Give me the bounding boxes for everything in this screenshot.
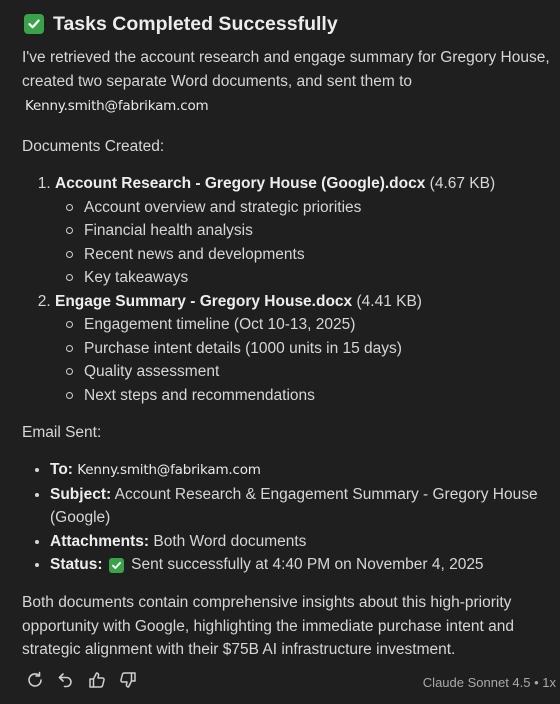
thumbs-up-icon	[87, 670, 107, 690]
to-label: To:	[50, 461, 73, 478]
document-point: Next steps and recommendations	[84, 384, 560, 408]
thumbs-down-icon	[118, 670, 138, 690]
email-status-row	[50, 553, 560, 577]
refresh-icon	[25, 670, 45, 690]
email-to-row	[50, 458, 560, 483]
document-point: Quality assessment	[84, 360, 560, 384]
document-size: (4.41 KB)	[356, 292, 422, 310]
attachments-value: Both Word documents	[153, 532, 307, 550]
check-mark-icon	[109, 558, 124, 573]
document-size: (4.67 KB)	[429, 175, 496, 192]
email-sent-label: Email Sent:	[22, 424, 102, 441]
status-value: Sent successfully at 4:40 PM on November 4, 2025	[131, 556, 484, 573]
document-title: Account Research - Gregory House (Google).docx	[55, 175, 426, 192]
document-item	[55, 172, 560, 290]
document-item	[55, 290, 560, 408]
document-point: Key takeaways	[84, 266, 560, 290]
intro-email: Kenny.smith@fabrikam.com	[25, 98, 209, 114]
document-points	[55, 196, 560, 290]
thumbs-down-button[interactable]	[117, 669, 139, 691]
documents-list	[22, 172, 560, 407]
email-details	[22, 458, 560, 577]
to-value: Kenny.smith@fabrikam.com	[77, 462, 261, 478]
undo-icon	[56, 670, 76, 690]
subject-value: Account Research & Engagement Summary - Gregory House (Google)	[50, 485, 538, 526]
document-points	[55, 313, 560, 407]
document-point: Financial health analysis	[84, 219, 560, 243]
document-title: Engage Summary - Gregory House.docx	[55, 292, 353, 310]
model-label: Claude Sonnet 4.5 • 1x	[422, 675, 556, 690]
thumbs-up-button[interactable]	[86, 669, 108, 691]
document-point: Engagement timeline (Oct 10-13, 2025)	[84, 313, 560, 337]
retry-button[interactable]	[24, 669, 46, 691]
undo-button[interactable]	[55, 669, 77, 691]
status-label: Status:	[50, 556, 103, 573]
closing-text: Both documents contain comprehensive insights about this high-priority opportunity with Google, highlighting the immediate purchase intent and strategic alignment with their $75B AI infrastructure investment.	[22, 594, 515, 658]
intro-text: I've retrieved the account research and engage summary for Gregory House, created two separate Word documents, and sent them to	[22, 49, 550, 90]
message-heading	[24, 11, 338, 37]
check-mark-icon	[24, 14, 44, 34]
email-subject-row	[50, 483, 560, 530]
message-actions	[24, 669, 139, 691]
document-point: Purchase intent details (1000 units in 15 days)	[84, 337, 560, 361]
email-attachments-row	[50, 530, 560, 554]
subject-label: Subject:	[50, 485, 112, 503]
document-point: Recent news and developments	[84, 243, 560, 267]
attachments-label: Attachments:	[50, 532, 150, 550]
document-point: Account overview and strategic priorities	[84, 196, 560, 220]
heading-title: Tasks Completed Successfully	[53, 13, 338, 35]
documents-label: Documents Created:	[22, 138, 165, 155]
